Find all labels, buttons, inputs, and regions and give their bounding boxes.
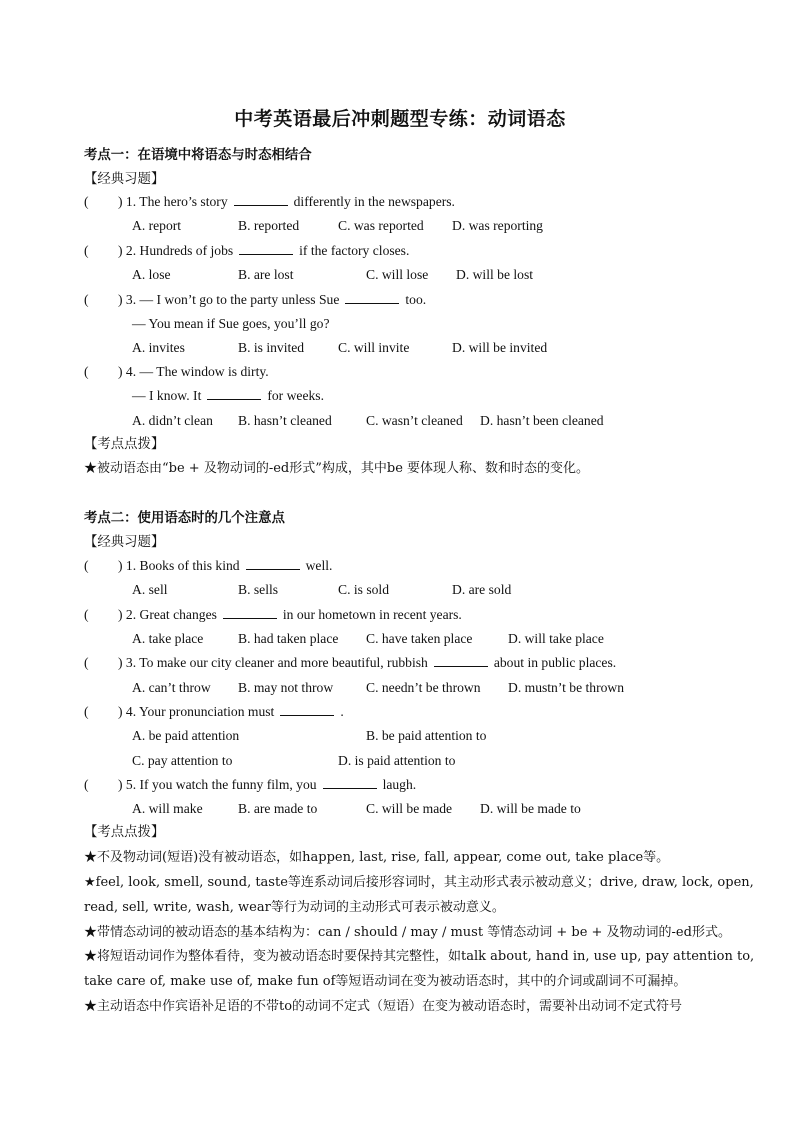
- answer-blank: [234, 191, 288, 206]
- s2-question-1: ( ) 1. Books of this kind well.: [84, 555, 332, 577]
- option-b: B. reported: [238, 218, 300, 233]
- section2-exercise-label: 【经典习题】: [84, 535, 165, 550]
- answer-blank: [280, 701, 334, 716]
- option-a: A. take place: [132, 631, 204, 646]
- option-a: A. can’t throw: [132, 680, 211, 695]
- section1-tips-label: 【考点点拨】: [84, 437, 165, 452]
- section1-exercise-label: 【经典习题】: [84, 172, 165, 187]
- option-d: D. was reporting: [452, 218, 543, 233]
- answer-bracket[interactable]: (: [84, 243, 89, 258]
- option-b: B. be paid attention to: [366, 728, 487, 743]
- option-a: A. will make: [132, 801, 203, 816]
- answer-bracket[interactable]: (: [84, 364, 89, 379]
- option-c: C. pay attention to: [132, 753, 233, 768]
- answer-blank: [323, 774, 377, 789]
- option-d: D. will be made to: [480, 801, 581, 816]
- answer-bracket[interactable]: (: [84, 558, 89, 573]
- section2-tip-5: ★主动语态中作宾语补足语的不带to的动词不定式（短语）在变为被动语态时，需要补出动词不定式符号: [84, 999, 683, 1014]
- answer-blank: [434, 652, 488, 667]
- s1-q3-response: — You mean if Sue goes, you’ll go?: [132, 316, 330, 331]
- option-c: C. have taken place: [366, 631, 473, 646]
- s2-question-3: ( ) 3. To make our city cleaner and more beautiful, rubbish about in public places.: [84, 652, 616, 674]
- section2-heading: 考点二：使用语态时的几个注意点: [84, 511, 285, 526]
- option-c: C. needn’t be thrown: [366, 680, 481, 695]
- answer-bracket[interactable]: (: [84, 777, 89, 792]
- answer-bracket[interactable]: (: [84, 655, 89, 670]
- answer-bracket[interactable]: (: [84, 704, 89, 719]
- section2-tip-1: ★不及物动词(短语)没有被动语态，如happen, last, rise, fall, appear, come out, take place等。: [84, 850, 670, 865]
- option-c: C. is sold: [338, 582, 389, 597]
- option-d: D. will take place: [508, 631, 604, 646]
- option-d: D. mustn’t be thrown: [508, 680, 625, 695]
- answer-bracket[interactable]: (: [84, 292, 89, 307]
- s2-question-2: ( ) 2. Great changes in our hometown in recent years.: [84, 604, 462, 626]
- option-a: A. be paid attention: [132, 728, 240, 743]
- option-b: B. hasn’t cleaned: [238, 413, 332, 428]
- s2-q3-options: [0, 677, 800, 699]
- page-title: 中考英语最后冲刺题型专练：动词语态: [234, 108, 566, 130]
- s1-q4-response: — I know. It for weeks.: [132, 385, 324, 407]
- s2-q5-options: [0, 798, 800, 820]
- section1-tip: ★被动语态由“be + 及物动词的-ed形式”构成，其中be 要体现人称、数和时态的变化。: [84, 461, 590, 476]
- s1-q3-options: [0, 337, 800, 359]
- answer-blank: [207, 385, 261, 400]
- s1-question-4: ( ) 4. — The window is dirty.: [84, 361, 269, 383]
- option-b: B. is invited: [238, 340, 305, 355]
- s1-q4-options: [0, 410, 800, 432]
- option-d: D. will be lost: [456, 267, 534, 282]
- answer-blank: [239, 240, 293, 255]
- section2-tip-4b: take care of, make use of, make fun of等短语动词在变为被动语态时，其中的介词或副词不可漏掉。: [84, 974, 687, 989]
- answer-blank: [246, 555, 300, 570]
- option-a: A. report: [132, 218, 182, 233]
- section1-heading: 考点一：在语境中将语态与时态相结合: [84, 148, 312, 163]
- option-d: D. is paid attention to: [338, 753, 456, 768]
- option-b: B. are lost: [238, 267, 294, 282]
- answer-blank: [223, 604, 277, 619]
- option-b: B. sells: [238, 582, 279, 597]
- s2-question-5: ( ) 5. If you watch the funny film, you laugh.: [84, 774, 416, 796]
- option-c: C. will lose: [366, 267, 429, 282]
- answer-bracket[interactable]: (: [84, 607, 89, 622]
- option-a: A. invites: [132, 340, 185, 355]
- answer-bracket[interactable]: (: [84, 194, 89, 209]
- option-c: C. will invite: [338, 340, 410, 355]
- option-d: D. are sold: [452, 582, 512, 597]
- option-a: A. didn’t clean: [132, 413, 213, 428]
- option-d: D. will be invited: [452, 340, 548, 355]
- s1-q2-options: [0, 264, 800, 286]
- answer-blank: [345, 289, 399, 304]
- s1-q1-options: [0, 215, 800, 237]
- s2-question-4: ( ) 4. Your pronunciation must .: [84, 701, 344, 723]
- section2-tip-4a: ★将短语动词作为整体看待，变为被动语态时要保持其完整性，如talk about, hand in, use up, pay attention to,: [84, 949, 755, 964]
- option-c: C. was reported: [338, 218, 424, 233]
- s1-question-3: ( ) 3. — I won’t go to the party unless Sue too.: [84, 289, 426, 311]
- option-b: B. are made to: [238, 801, 318, 816]
- option-d: D. hasn’t been cleaned: [480, 413, 604, 428]
- option-b: B. had taken place: [238, 631, 339, 646]
- section2-tip-3: ★带情态动词的被动语态的基本结构为：can / should / may / must 等情态动词 + be + 及物动词的-ed形式。: [84, 925, 731, 940]
- s2-q4-options-row2: [0, 750, 800, 772]
- option-c: C. will be made: [366, 801, 453, 816]
- s2-q4-options-row1: [0, 725, 800, 747]
- s1-question-2: ( ) 2. Hundreds of jobs if the factory closes.: [84, 240, 409, 262]
- section2-tips-label: 【考点点拨】: [84, 825, 165, 840]
- section2-tip-2a: ★feel, look, smell, sound, taste等连系动词后接形容词时，其主动形式表示被动意义；drive, draw, lock, open,: [84, 875, 754, 890]
- s2-q1-options: [0, 579, 800, 601]
- option-c: C. wasn’t cleaned: [366, 413, 463, 428]
- option-a: A. lose: [132, 267, 171, 282]
- option-b: B. may not throw: [238, 680, 334, 695]
- section2-tip-2b: read, sell, write, wash, wear等行为动词的主动形式可表示被动意义。: [84, 900, 505, 915]
- s2-q2-options: [0, 628, 800, 650]
- option-a: A. sell: [132, 582, 168, 597]
- s1-question-1: ( ) 1. The hero’s story differently in the newspapers.: [84, 191, 455, 213]
